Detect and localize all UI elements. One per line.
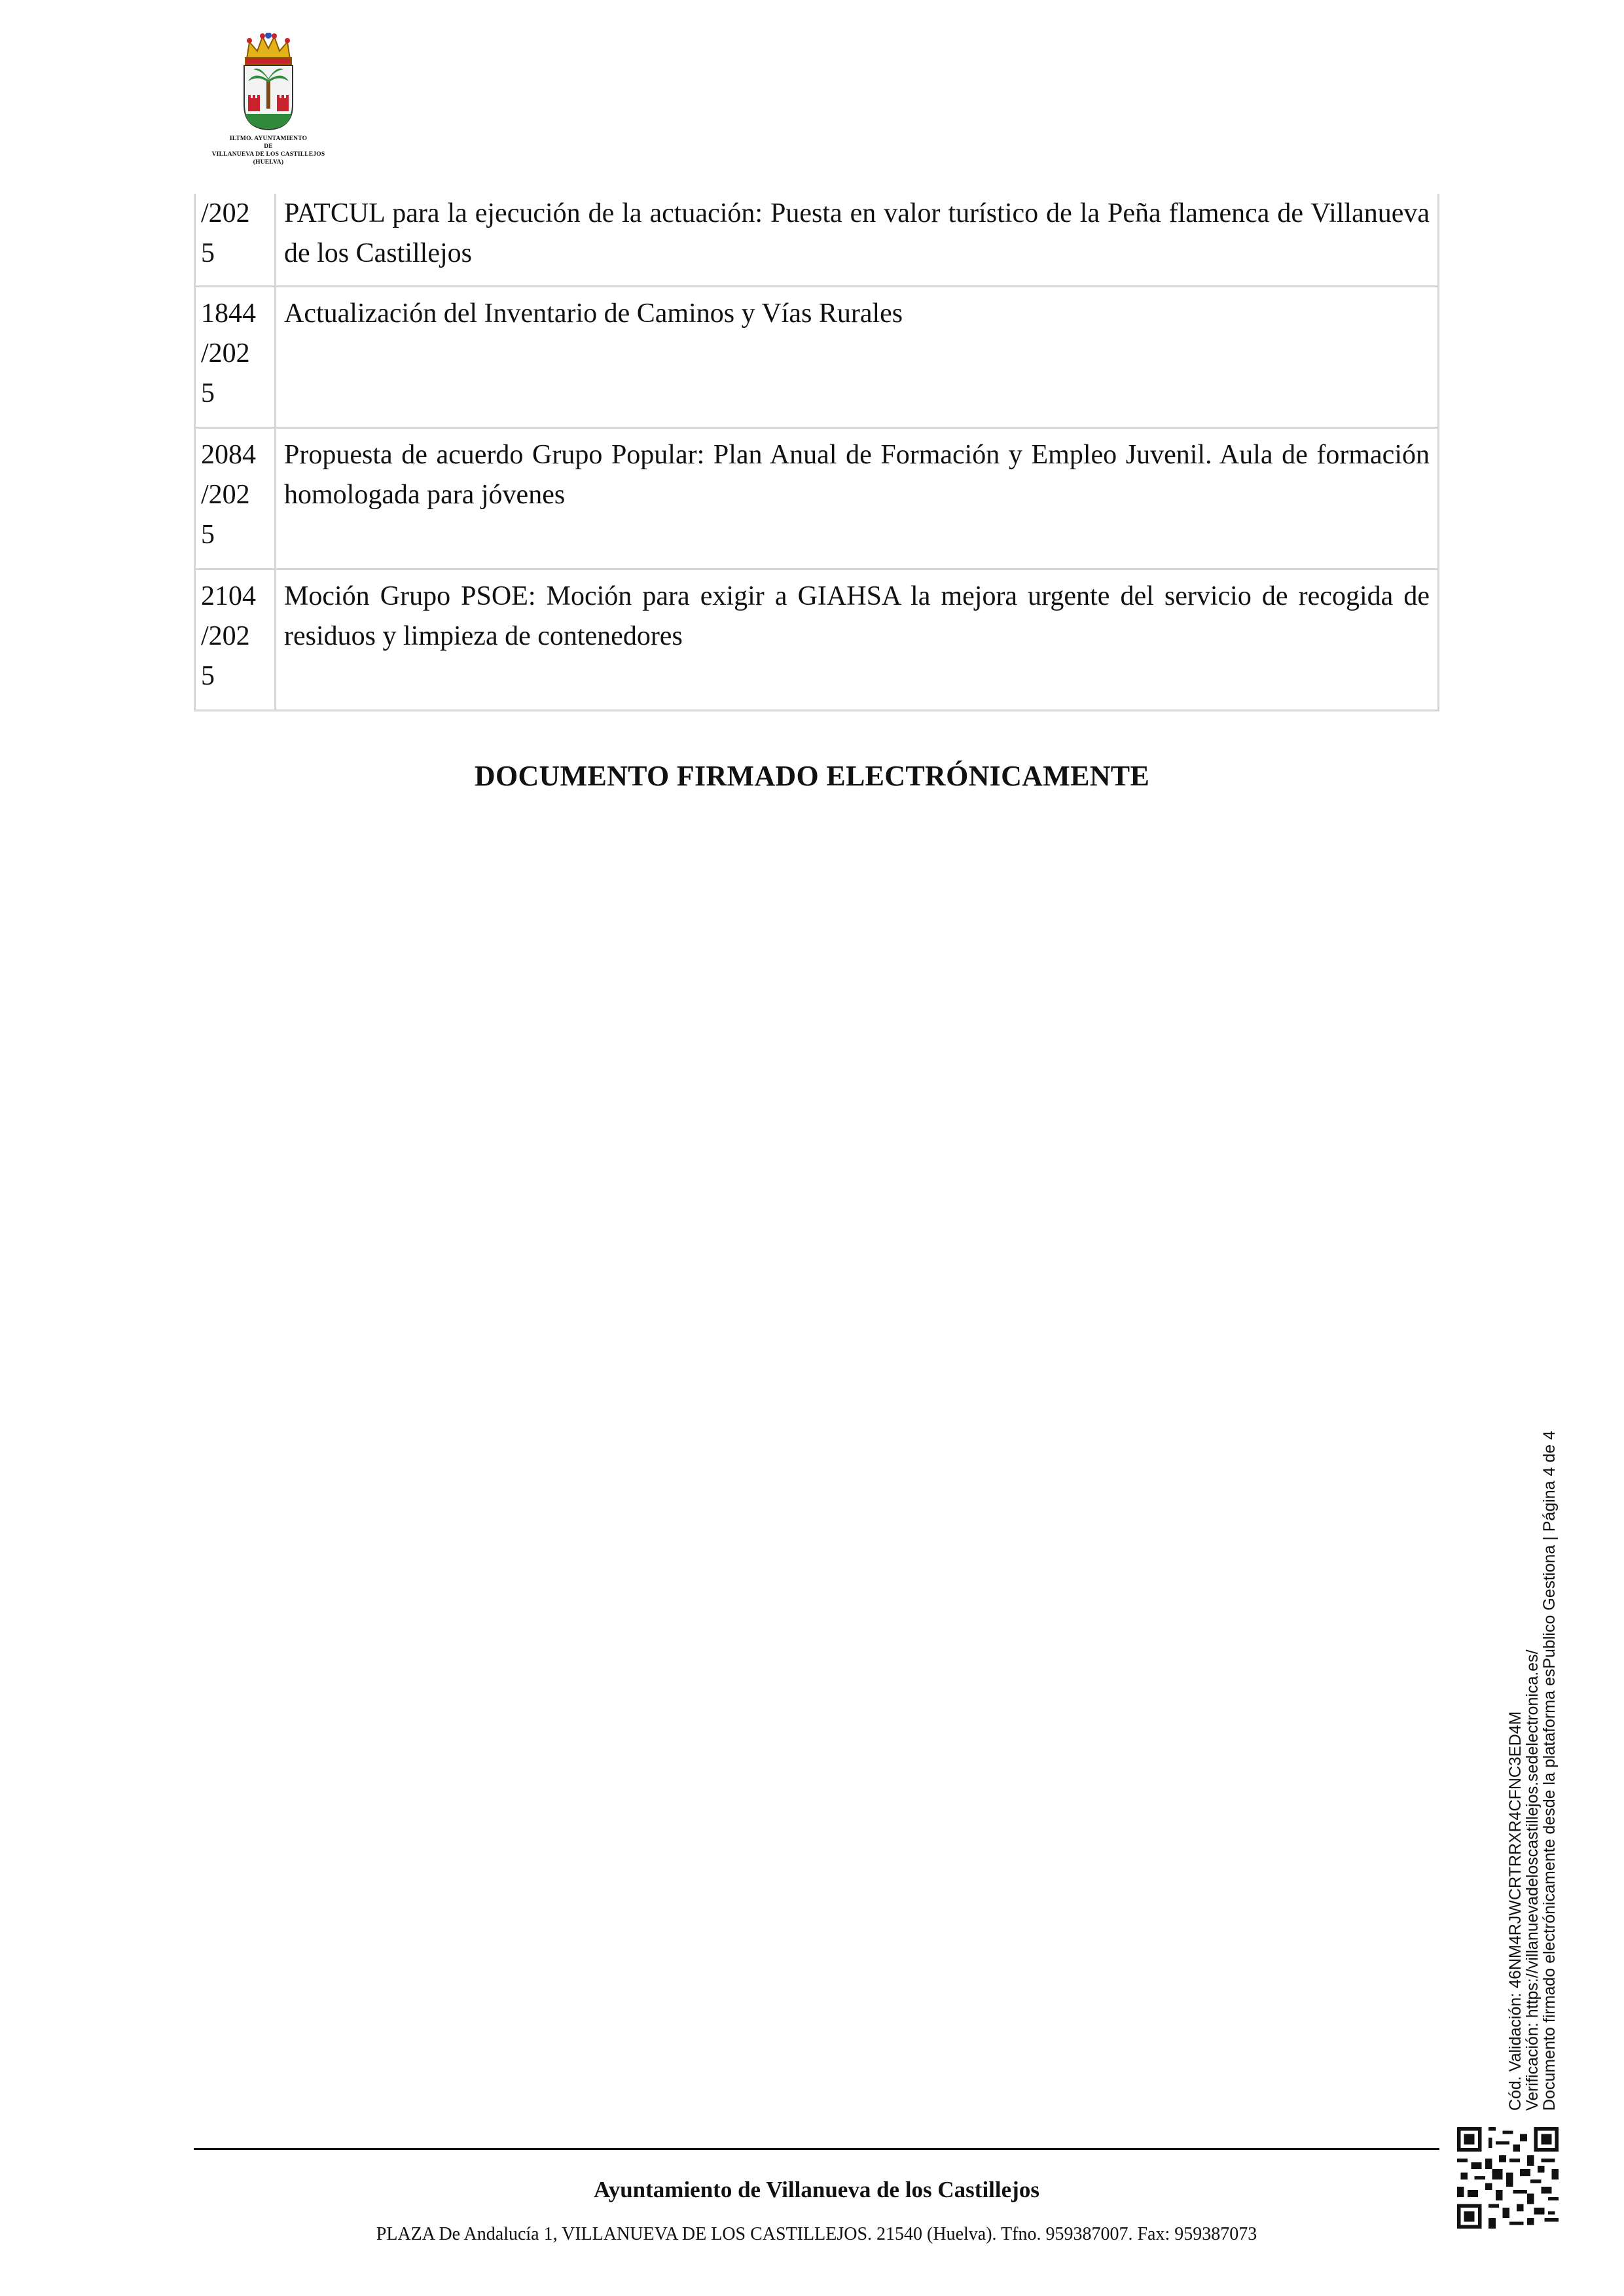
qr-code-icon[interactable] — [1457, 2127, 1559, 2229]
table-row — [195, 287, 1439, 428]
verification-sidebar — [1507, 1417, 1558, 2111]
electronic-signature-notice: DOCUMENTO FIRMADO ELECTRÓNICAMENTE — [474, 760, 1150, 792]
table-row — [195, 569, 1439, 711]
crest-caption-line: (HUELVA) — [253, 159, 284, 166]
signature-platform-note: Documento firmado electrónicamente desde la plataforma esPublico Gestiona | Página 4 de 4 — [1540, 1430, 1559, 2111]
coat-of-arms-icon — [240, 33, 297, 131]
footer-organization-name: Ayuntamiento de Villanueva de los Castillejos — [594, 2177, 1039, 2202]
record-number: /202 5 — [195, 194, 276, 287]
verification-url[interactable]: Verificación: https://villanuevadeloscastillejos.sedelectronica.es/ — [1523, 1649, 1542, 2111]
record-description: Propuesta de acuerdo Grupo Popular: Plan Anual de Formación y Empleo Juvenil. Aula de formación homologada para jóvenes — [276, 428, 1439, 569]
record-number: 2084 /202 5 — [195, 428, 276, 569]
record-number: 1844 /202 5 — [195, 287, 276, 428]
record-number: 2104 /202 5 — [195, 569, 276, 711]
crest-caption — [196, 135, 340, 166]
footer-divider — [194, 2148, 1439, 2150]
record-description: Moción Grupo PSOE: Moción para exigir a GIAHSA la mejora urgente del servicio de recogida de residuos y limpieza de contenedores — [276, 569, 1439, 711]
record-description: PATCUL para la ejecución de la actuación: Puesta en valor turístico de la Peña flamenca de Villanueva de los Castillejos — [276, 194, 1439, 287]
table-row — [195, 194, 1439, 287]
validation-code: Cód. Validación: 46NM4RJWCRTRRXR4CFNC3ED4M — [1506, 1711, 1525, 2111]
crest-caption-line: VILLANUEVA DE LOS CASTILLEJOS — [211, 151, 325, 158]
crest-caption-line: ILTMO. AYUNTAMIENTO — [229, 135, 308, 142]
record-description: Actualización del Inventario de Caminos y Vías Rurales — [276, 287, 1439, 428]
footer-address: PLAZA De Andalucía 1, VILLANUEVA DE LOS CASTILLEJOS. 21540 (Huelva). Tfno. 959387007. Fax: 959387073 — [376, 2224, 1257, 2244]
agenda-items-table — [194, 194, 1439, 711]
crest-caption-line: DE — [264, 143, 273, 150]
municipal-crest — [196, 33, 340, 173]
table-row — [195, 428, 1439, 569]
